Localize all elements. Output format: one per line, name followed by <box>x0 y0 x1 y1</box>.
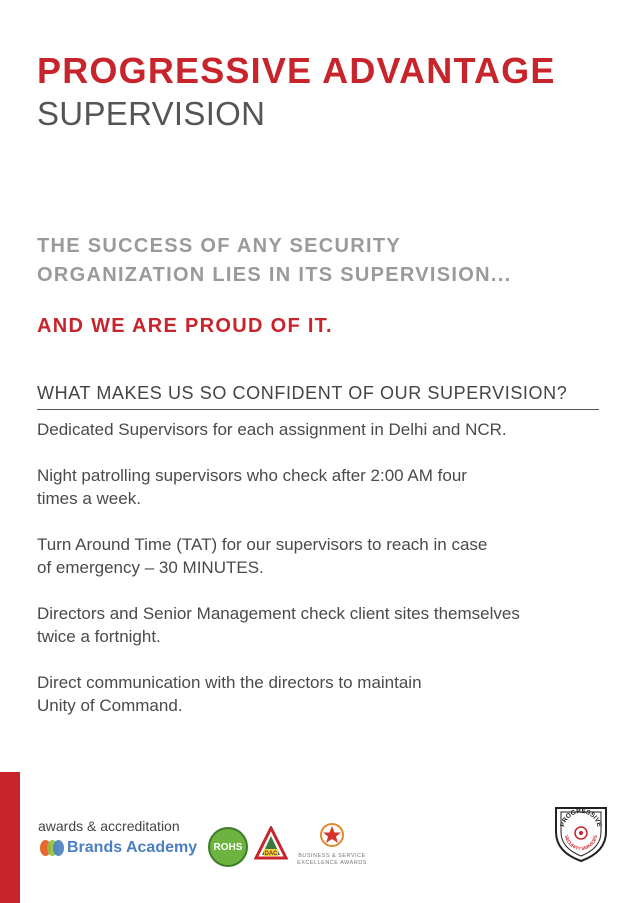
dac-text: DAC <box>264 851 278 857</box>
butterfly-icon <box>40 838 64 858</box>
point-item: Direct communication with the directors to maintain Unity of Command. <box>37 673 422 715</box>
dac-logo <box>254 826 288 865</box>
intro-heading <box>37 232 511 290</box>
crest-top-text: PROGRESSIVE <box>559 807 603 828</box>
point-item: Dedicated Supervisors for each assignment in Delhi and NCR. <box>37 420 507 439</box>
question-underline <box>37 409 599 410</box>
page-title: PROGRESSIVE ADVANTAGE <box>37 50 556 91</box>
section-question: WHAT MAKES US SO CONFIDENT OF OUR SUPERVISION? <box>37 383 568 403</box>
point-item: Directors and Senior Management check client sites themselves twice a fortnight. <box>37 604 520 646</box>
crest-bottom-text: SECURITY SERVICES <box>564 834 598 852</box>
brands-academy-logo <box>40 838 197 858</box>
business-service-text: BUSINESS & SERVICE EXCELLENCE AWARDS <box>297 853 367 866</box>
progressive-crest-logo <box>550 802 612 869</box>
proud-statement: AND WE ARE PROUD OF IT. <box>37 315 333 337</box>
point-item: Night patrolling supervisors who check after 2:00 AM four times a week. <box>37 466 467 508</box>
brands-academy-text: Brands Academy <box>67 839 198 856</box>
intro-line-2: ORGANIZATION LIES IN ITS SUPERVISION... <box>37 264 512 286</box>
dac-triangle-icon <box>254 826 288 860</box>
rohs-text: ROHS <box>213 841 243 853</box>
awards-label: awards & accreditation <box>38 818 180 834</box>
intro-line-1: THE SUCCESS OF ANY SECURITY <box>37 235 402 257</box>
shield-crest-icon <box>550 802 612 864</box>
business-service-excellence-logo <box>296 822 368 867</box>
rohs-logo <box>208 827 248 867</box>
page-subtitle: SUPERVISION <box>37 95 266 132</box>
star-badge-icon <box>318 822 346 848</box>
point-item: Turn Around Time (TAT) for our supervisors to reach in case of emergency – 30 MINUTES. <box>37 535 488 577</box>
red-side-bar <box>0 772 20 903</box>
supervision-points <box>37 418 632 740</box>
